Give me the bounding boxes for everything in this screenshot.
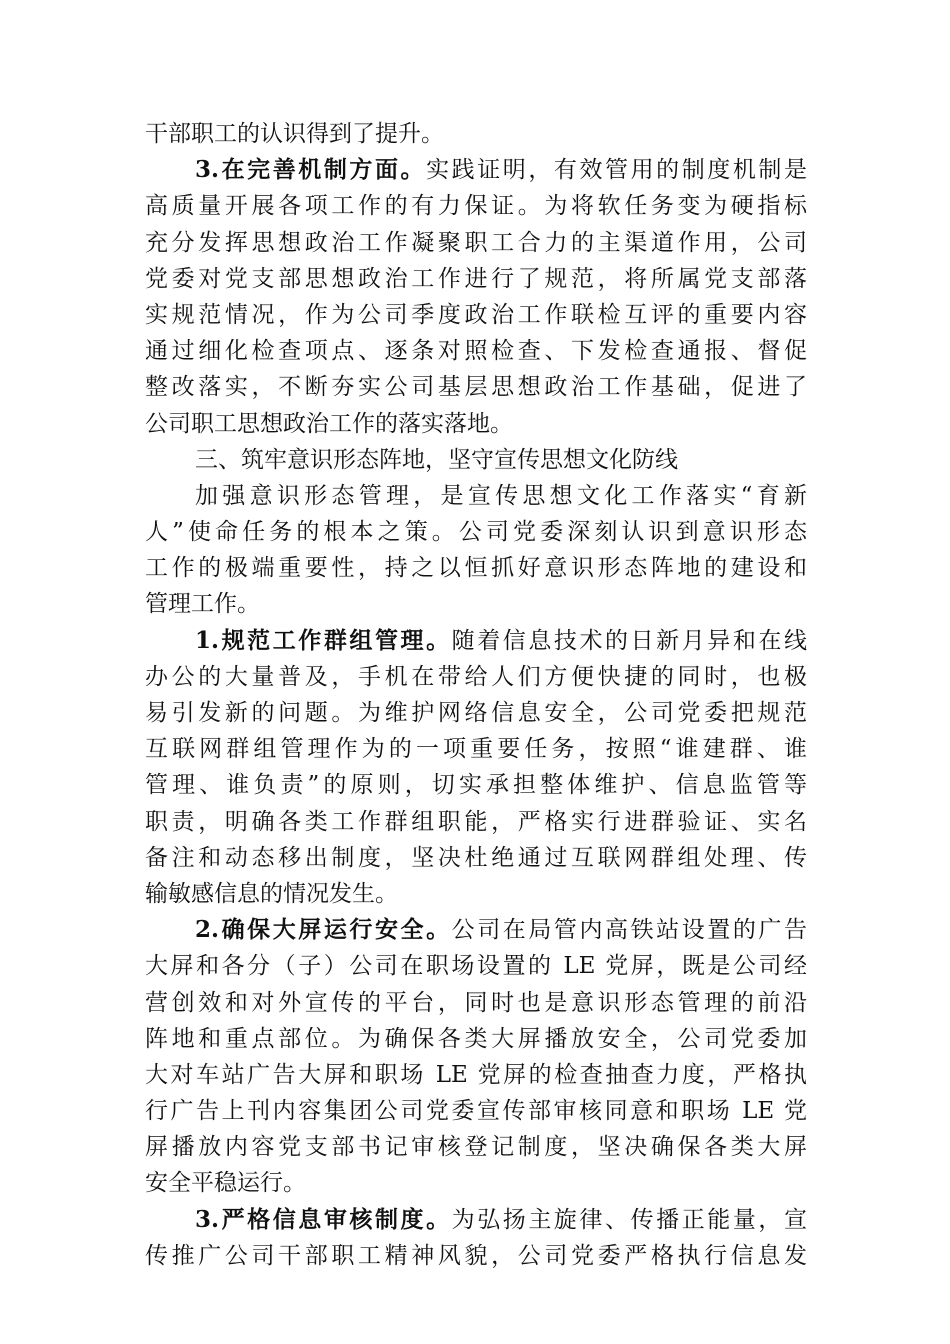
paragraph-first-line	[145, 152, 807, 188]
paragraph-line: 实规范情况，作为公司季度政治工作联检互评的重要内容	[145, 301, 807, 328]
paragraph-line: 屏播放内容党支部书记审核登记制度，坚决确保各类大屏	[145, 1134, 807, 1161]
paragraph-line: 管理工作。	[145, 591, 260, 618]
paragraph-first-line: 加强意识形态管理，是宣传思想文化工作落实“育新	[195, 482, 807, 509]
paragraph-line: 公司职工思想政治工作的落实落地。	[145, 410, 513, 437]
paragraph-lead: 3.严格信息审核制度。	[195, 1205, 452, 1233]
paragraph-line: 大对车站广告大屏和职场 LE 党屏的检查抽查力度，严格执	[145, 1061, 807, 1088]
paragraph-line: 人”使命任务的根本之策。公司党委深刻认识到意识形态	[145, 519, 807, 546]
paragraph-line: 安全平稳运行。	[145, 1170, 306, 1197]
paragraph-text: 公司在局管内高铁站设置的广告	[451, 917, 807, 944]
paragraph-line: 职责，明确各类工作群组职能，严格实行进群验证、实名	[145, 808, 807, 835]
paragraph-line: 营创效和对外宣传的平台，同时也是意识形态管理的前沿	[145, 989, 807, 1016]
paragraph-line: 整改落实，不断夯实公司基层思想政治工作基础，促进了	[145, 374, 807, 401]
paragraph-lead: 2.确保大屏运行安全。	[195, 916, 452, 944]
paragraph-first-line	[145, 623, 807, 659]
paragraph-line: 互联网群组管理作为的一项重要任务，按照“谁建群、谁	[145, 736, 807, 763]
paragraph-line: 管理、谁负责”的原则，切实承担整体维护、信息监管等	[145, 772, 807, 799]
paragraph-first-line	[145, 1202, 807, 1238]
paragraph-line: 充分发挥思想政治工作凝聚职工合力的主渠道作用，公司	[145, 229, 807, 256]
paragraph-line: 高质量开展各项工作的有力保证。为将软任务变为硬指标	[145, 193, 807, 220]
paragraph-line: 大屏和各分（子）公司在职场设置的 LE 党屏，既是公司经	[145, 953, 807, 980]
paragraph-line: 阵地和重点部位。为确保各类大屏播放安全，公司党委加	[145, 1025, 807, 1052]
paragraph-lead: 3.在完善机制方面。	[195, 156, 427, 184]
paragraph-line: 输敏感信息的情况发生。	[145, 880, 398, 907]
paragraph-text: 随着信息技术的日新月异和在线	[451, 627, 807, 654]
paragraph-text: 实践证明，有效管用的制度机制是	[426, 157, 807, 184]
paragraph-line: 备注和动态移出制度，坚决杜绝通过互联网群组处理、传	[145, 844, 807, 871]
paragraph-lead: 1.规范工作群组管理。	[195, 626, 452, 654]
paragraph-line: 工作的极端重要性，持之以恒抓好意识形态阵地的建设和	[145, 555, 807, 582]
document-body	[145, 116, 807, 1274]
paragraph-line: 易引发新的问题。为维护网络信息安全，公司党委把规范	[145, 700, 807, 726]
paragraph-line: 党委对党支部思想政治工作进行了规范，将所属党支部落	[145, 265, 807, 292]
paragraph-line: 行广告上刊内容集团公司党委宣传部审核同意和职场 LE 党	[145, 1098, 807, 1125]
paragraph-first-line	[145, 912, 807, 948]
paragraph-line: 通过细化检查项点、逐条对照检查、下发检查通报、督促	[145, 338, 807, 365]
paragraph-line: 传推广公司干部职工精神风貌，公司党委严格执行信息发	[145, 1242, 807, 1269]
section-heading: 三、筑牢意识形态阵地，坚守宣传思想文化防线	[195, 446, 678, 473]
paragraph-text: 为弘扬主旋律、传播正能量，宣	[451, 1206, 807, 1233]
paragraph-line: 办公的大量普及，手机在带给人们方便快捷的同时，也极	[145, 663, 807, 690]
paragraph-line: 干部职工的认识得到了提升。	[145, 121, 444, 147]
